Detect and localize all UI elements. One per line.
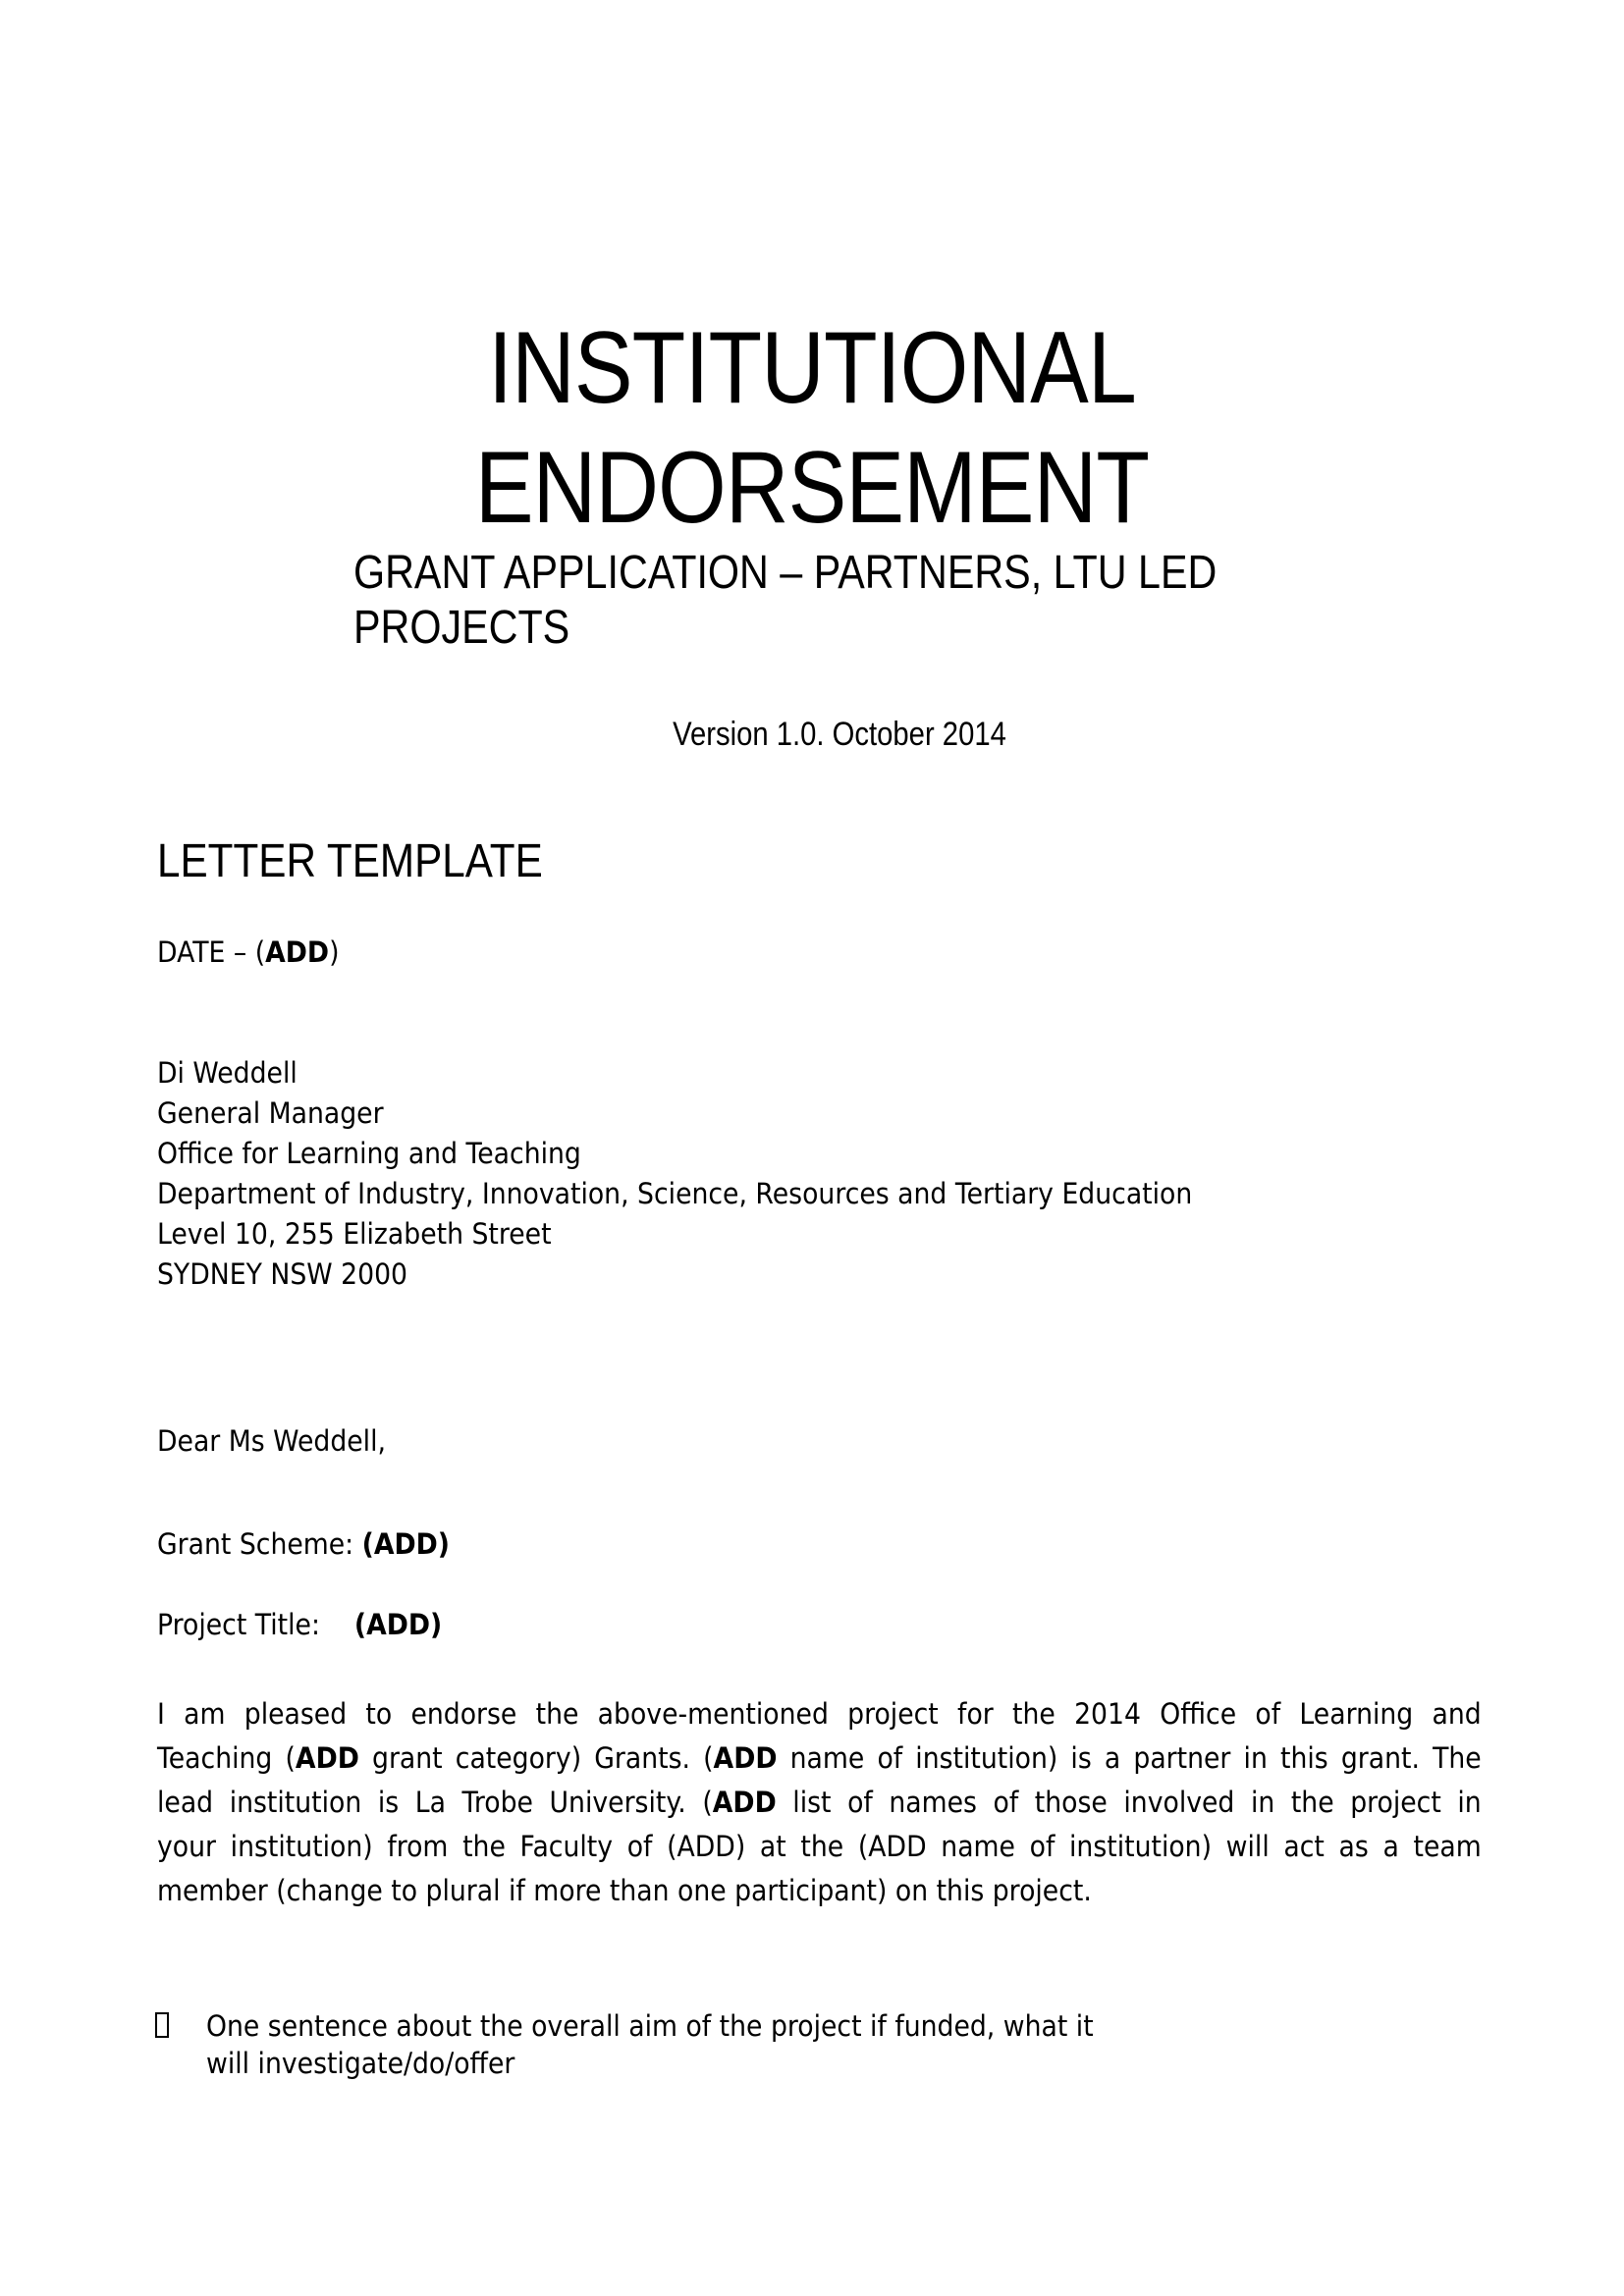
salutation: Dear Ms Weddell, <box>157 1424 386 1458</box>
address-line: Level 10, 255 Elizabeth Street <box>157 1217 552 1251</box>
date-line <box>157 933 339 973</box>
subtitle-line-2: PROJECTS <box>353 602 570 654</box>
version-line <box>118 715 1514 754</box>
endorsement-paragraph <box>157 1692 1482 1913</box>
paragraph-line: I am pleased to endorse the above-mentioned project for the 2014 Office of Learning and <box>157 1697 1482 1731</box>
document-subtitle <box>353 546 1218 656</box>
date-prefix: DATE – ( <box>157 935 266 969</box>
version-text: Version 1.0. October 2014 <box>673 716 1006 753</box>
date-add-placeholder: ADD <box>265 935 330 969</box>
bullet-item <box>206 2007 1094 2082</box>
document-title-line-1: INSTITUTIONAL <box>488 311 1136 425</box>
project-title-label: Project Title: <box>157 1608 320 1641</box>
paragraph-line: Teaching (ADD grant category) Grants. (ADD name of institution) is a partner in this grant. The <box>157 1741 1482 1775</box>
paragraph-line: lead institution is La Trobe University. (ADD list of names of those involved in the project in <box>157 1786 1482 1819</box>
subtitle-line-1: GRANT APPLICATION – PARTNERS, LTU LED <box>353 547 1218 599</box>
bullet-line-2: will investigate/do/offer <box>206 2047 515 2080</box>
bullet-icon <box>155 2012 169 2038</box>
paragraph-line: member (change to plural if more than one participant) on this project. <box>157 1874 1092 1907</box>
date-suffix: ) <box>329 935 340 969</box>
bullet-line-1: One sentence about the overall aim of the project if funded, what it <box>206 2009 1094 2043</box>
section-heading: LETTER TEMPLATE <box>157 835 543 887</box>
project-title-value: (ADD) <box>353 1608 443 1641</box>
paragraph-line: your institution) from the Faculty of (ADD) at the (ADD name of institution) will act as a team <box>157 1830 1482 1863</box>
address-line: SYDNEY NSW 2000 <box>157 1257 408 1291</box>
address-line: General Manager <box>157 1096 384 1130</box>
grant-scheme-line <box>157 1524 450 1565</box>
grant-scheme-value: (ADD) <box>361 1527 450 1561</box>
project-title-line <box>157 1605 442 1645</box>
recipient-address <box>157 1053 1192 1295</box>
address-line: Di Weddell <box>157 1056 298 1090</box>
address-line: Department of Industry, Innovation, Science, Resources and Tertiary Education <box>157 1177 1193 1210</box>
grant-scheme-label: Grant Scheme: <box>157 1527 362 1561</box>
address-line: Office for Learning and Teaching <box>157 1137 581 1170</box>
document-title-line-2: ENDORSEMENT <box>474 431 1150 545</box>
